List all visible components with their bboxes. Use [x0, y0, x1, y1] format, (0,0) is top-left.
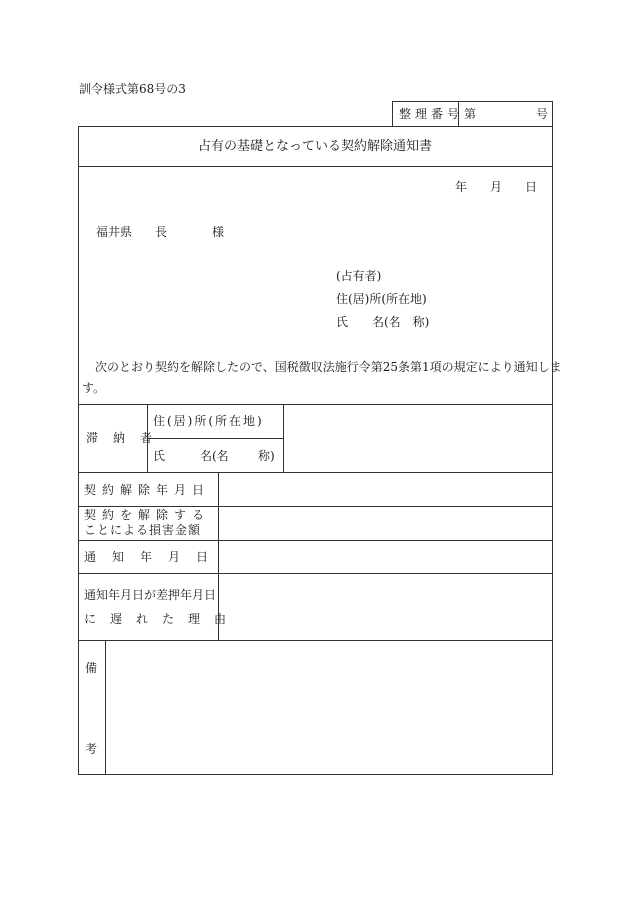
notice-date-label: 通知年月日 [84, 550, 225, 564]
body-text-line1: 次のとおり契約を解除したので、国税徴収法施行令第25条第1項の規定により通知しま [95, 360, 562, 374]
row-divider-4 [78, 640, 553, 641]
body-divider [78, 404, 553, 405]
remarks-char1: 備 [85, 661, 98, 675]
taxpayer-name-label-c: 称) [258, 449, 275, 463]
taxpayer-bottom-divider [78, 472, 553, 473]
row-divider-1 [78, 506, 553, 507]
taxpayer-mid-divider [147, 438, 283, 439]
reference-number-label: 整理番号 [399, 107, 464, 121]
body-text-line2: す。 [82, 381, 106, 395]
row-divider-2 [78, 540, 553, 541]
date-day: 日 [525, 180, 538, 194]
damage-label-line1: 契約を解除する [84, 508, 211, 522]
title-divider [78, 166, 553, 167]
taxpayer-name-label-a: 氏 [153, 449, 166, 463]
taxpayer-address-label: 住(居)所(所在地) [153, 414, 264, 428]
sender-address-label: 住(居)所(所在地) [336, 292, 427, 306]
cancel-date-label: 契約解除年月日 [84, 483, 211, 497]
sender-name-label: 氏 名(名 称) [336, 315, 430, 329]
remarks-char2: 考 [85, 742, 98, 756]
addressee-honorific: 様 [212, 225, 225, 239]
addressee-prefecture: 福井県 [96, 225, 133, 239]
form-frame [78, 126, 553, 775]
reference-number-suffix: 号 [536, 107, 549, 121]
date-year: 年 [455, 180, 468, 194]
addressee-position: 長 [155, 225, 168, 239]
late-reason-label-line2: に遅れた理由 [84, 612, 241, 626]
form-code: 訓令様式第68号の3 [79, 82, 186, 96]
taxpayer-label: 滞納者 [86, 431, 168, 445]
sender-role: (占有者) [336, 269, 382, 283]
row-divider-3 [78, 573, 553, 574]
taxpayer-divider-right [283, 404, 284, 472]
reference-number-prefix: 第 [464, 107, 477, 121]
date-month: 月 [490, 180, 503, 194]
document-title: 占有の基礎となっている契約解除通知書 [197, 139, 432, 154]
remarks-divider [105, 640, 106, 775]
late-reason-label-line1: 通知年月日が差押年月日 [84, 588, 217, 602]
damage-label-line2: ことによる損害金額 [84, 523, 202, 537]
taxpayer-name-label-b: 名(名 [200, 449, 229, 463]
